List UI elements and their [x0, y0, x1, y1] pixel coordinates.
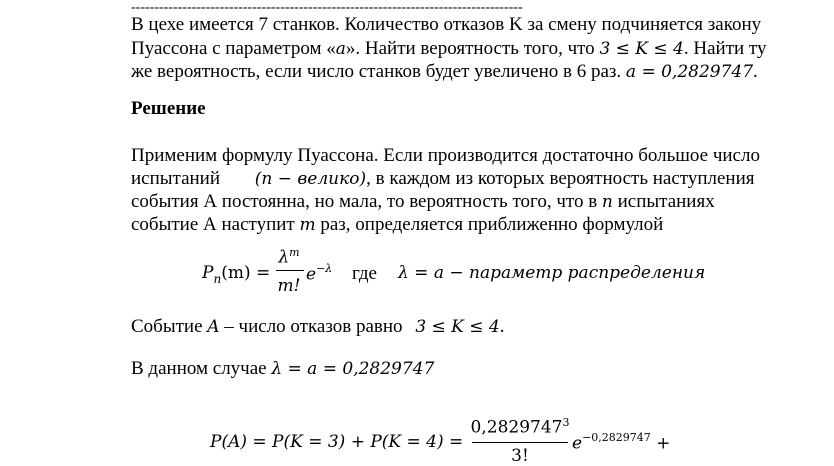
final-exp [572, 431, 670, 454]
event-text-2: – число отказов равно [219, 316, 408, 337]
lambda-num: λ [278, 247, 290, 268]
inequality: 3 ≤ K ≤ 4 [599, 39, 684, 59]
case-text: В данном случае [131, 358, 272, 379]
paragraph-text-4b: раз, определяется приближенно формулой [315, 214, 664, 235]
m-var: m [299, 215, 316, 235]
formula-numerator [274, 246, 304, 267]
formula-sub-n: n [213, 271, 222, 286]
formula-arg: (m) = [221, 263, 271, 283]
lambda-def: λ = a − параметр распределения [398, 263, 706, 283]
paragraph-line-1 [131, 145, 760, 167]
case-math: λ = a = 0,2829747 [271, 359, 435, 379]
problem-line-2 [131, 38, 766, 60]
paragraph-text-2b: , в каждом из которых вероятность наступления [366, 168, 755, 189]
exp-e: e [306, 264, 317, 285]
num-sup-m: m [289, 246, 300, 259]
paragraph-text-3a: события А постоянна, но мала, то вероятность того, что в [131, 191, 602, 212]
problem-text-2c: . Найти ту [683, 38, 767, 59]
final-denominator [470, 446, 570, 466]
final-num: 0,2829747 [470, 417, 563, 438]
event-text: Событие [131, 316, 208, 337]
param-value: a = 0,2829747 [625, 62, 754, 82]
formula-denominator [274, 276, 304, 296]
den-mfact: m! [277, 276, 301, 296]
case-line [131, 358, 434, 380]
final-num-sup: 3 [562, 416, 570, 429]
solution-heading: Решение [131, 98, 206, 119]
paragraph-line-4 [131, 214, 663, 236]
problem-line-3 [131, 61, 758, 83]
final-den: 3! [511, 446, 529, 466]
paragraph-text-1: Применим формулу Пуассона. Если производится достаточно большое число [131, 145, 760, 166]
param-a: a [335, 39, 346, 59]
separator-dashes: ------------------------------------------------------------------------------------ [131, 0, 523, 15]
final-e-sup: −0,2829747 [582, 431, 651, 444]
event-line [131, 316, 505, 338]
exp-sup: −λ [316, 262, 333, 275]
problem-text-3b: . [753, 61, 758, 82]
paragraph-text-4a: событие А наступит [131, 214, 300, 235]
paragraph-text-2a: испытаний [131, 168, 221, 189]
problem-text-3a: же вероятность, если число станков будет увеличено в 6 раз. [131, 61, 626, 82]
problem-text-2b: ». Найти вероятность того, что [345, 38, 600, 59]
final-fraction-bar [472, 442, 568, 443]
formula-where: где [352, 263, 377, 284]
event-end: . [499, 316, 505, 337]
final-e: e [572, 433, 583, 454]
problem-text-2a: Пуассона с параметром « [131, 38, 336, 59]
final-plus: + [650, 433, 671, 454]
final-lhs-text: P(A) = P(K = 3) + P(K = 4) = [210, 432, 464, 452]
event-a: A [207, 317, 220, 337]
problem-text-1: В цехе имеется 7 станков. Количество отказов K за смену подчиняется закону [131, 14, 762, 35]
final-lhs [210, 431, 463, 453]
formula-exp [306, 262, 332, 285]
formula-fraction-bar [276, 270, 304, 271]
paragraph-line-3 [131, 191, 715, 213]
n-large-math: (n − велико) [254, 169, 367, 189]
formula-lambda-def [398, 262, 705, 284]
final-numerator [470, 416, 570, 437]
problem-line-1 [131, 14, 761, 36]
formula-p: P [202, 263, 214, 283]
paragraph-text-3b: испытаниях [612, 191, 715, 212]
event-ineq: 3 ≤ K ≤ 4 [415, 317, 500, 337]
n-var: n [601, 192, 613, 212]
paragraph-line-2 [131, 168, 754, 190]
